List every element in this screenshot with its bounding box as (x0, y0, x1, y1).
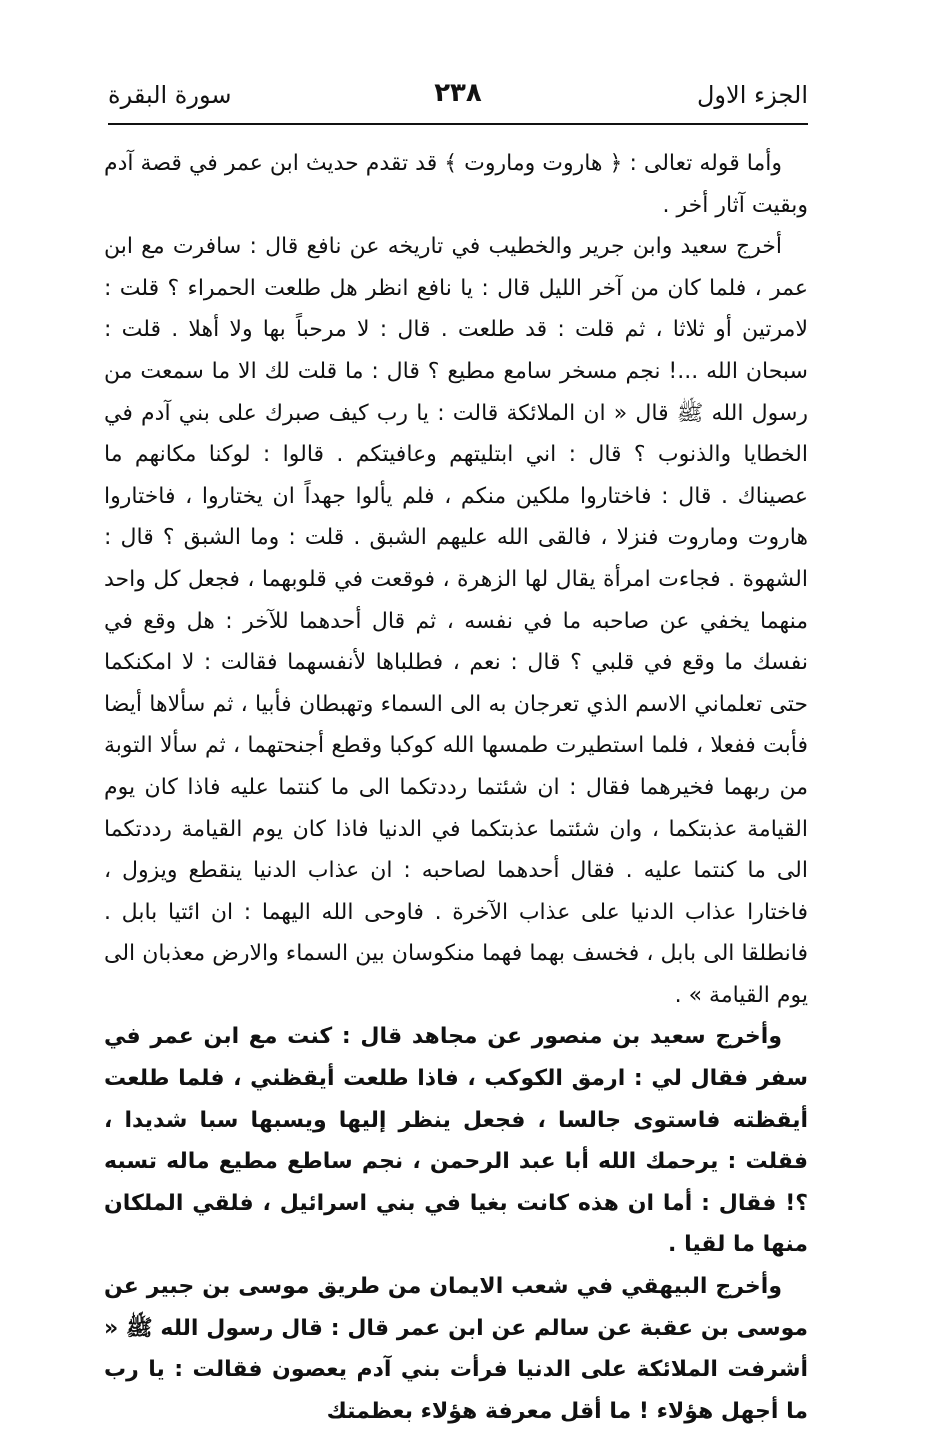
running-header (108, 72, 808, 116)
page-body (104, 143, 808, 1432)
paragraph-4: وأخرج البيهقي في شعب الايمان من طريق موسى بن جبير عن موسى بن عقبة عن سالم عن ابن عمر قال : قال رسول الله ﷺ « أشرفت الملائكة على الدنيا فرأت بني آدم يعصون فقالت : يا رب ما أجهل هؤلاء ! ما أقل معرفة هؤلاء بعظمتك (104, 1274, 808, 1424)
paragraph-3: وأخرج سعيد بن منصور عن مجاهد قال : كنت مع ابن عمر في سفر فقال لي : ارمق الكوكب ، فاذا طلعت أيقظني ، فلما طلعت أيقظته فاستوى جالسا ، فجعل ينظر إليها ويسبها سبا شديدا ، فقلت : يرحمك الله أبا عبد الرحمن ، نجم ساطع مطيع ماله تسبه ؟! فقال : أما ان هذه كانت بغيا في بني اسرائيل ، فلقي الملكان منها ما لقيا . (104, 1024, 808, 1258)
paragraph-2: أخرج سعيد وابن جرير والخطيب في تاريخه عن نافع قال : سافرت مع ابن عمر ، فلما كان من آخر الليل قال : يا نافع انظر هل طلعت الحمراء ؟ قلت : لامرتين أو ثلاثا ، ثم قلت : قد طلعت . قال : لا مرحباً بها ولا أهلا . قلت : سبحان الله ...! نجم مسخر سامع مطيع ؟ قال : ما قلت لك الا ما سمعت من رسول الله ﷺ قال « ان الملائكة قالت : يا رب كيف صبرك على بني آدم في الخطايا والذنوب ؟ قال : اني ابتليتهم وعافيتكم . قالوا : لوكنا مكانهم ما عصيناك . قال : فاختاروا ملكين منكم ، فلم يألوا جهداً ان يختاروا ، فاختاروا هاروت وماروت فنزلا ، فالقى الله عليهم الشبق . قلت : وما الشبق ؟ قال : الشهوة . فجاءت امرأة يقال لها الزهرة ، فوقعت في قلوبهما ، فجعل كل واحد منهما يخفي عن صاحبه ما في نفسه ، ثم قال أحدهما للآخر : هل وقع في نفسك ما وقع في قلبي ؟ قال : نعم ، فطلباها لأنفسهما فقالت : لا امكنكما حتى تعلماني الاسم الذي تعرجان به الى السماء وتهبطان فأبيا ، ثم سألاها أيضا فأبت ففعلا ، فلما استطيرت طمسها الله كوكبا وقطع أجنحتهما ، ثم سألا التوبة من ربهما فخيرهما فقال : ان شئتما رددتكما الى ما كنتما عليه فاذا كان يوم القيامة عذبتكما ، وان شئتما عذبتكما في الدنيا فاذا كان يوم القيامة رددتكما الى ما كنتما عليه . فقال أحدهما لصاحبه : ان عذاب الدنيا ينقطع ويزول ، فاختارا عذاب الدنيا على عذاب الآخرة . فاوحى الله اليهما : ان ائتيا بابل . فانطلقا الى بابل ، فخسف بهما فهما منكوسان بين السماء والارض معذبان الى يوم القيامة » . (104, 234, 808, 1008)
page-number: ٢٣٨ (434, 78, 482, 108)
header-divider (108, 123, 808, 125)
volume-label: الجزء الاول (696, 81, 808, 109)
paragraph-1: وأما قوله تعالى : ﴿ هاروت وماروت ﴾ قد تقدم حديث ابن عمر في قصة آدم وبقيت آثار أخر . (104, 151, 808, 218)
surah-title: سورة البقرة (108, 81, 232, 109)
